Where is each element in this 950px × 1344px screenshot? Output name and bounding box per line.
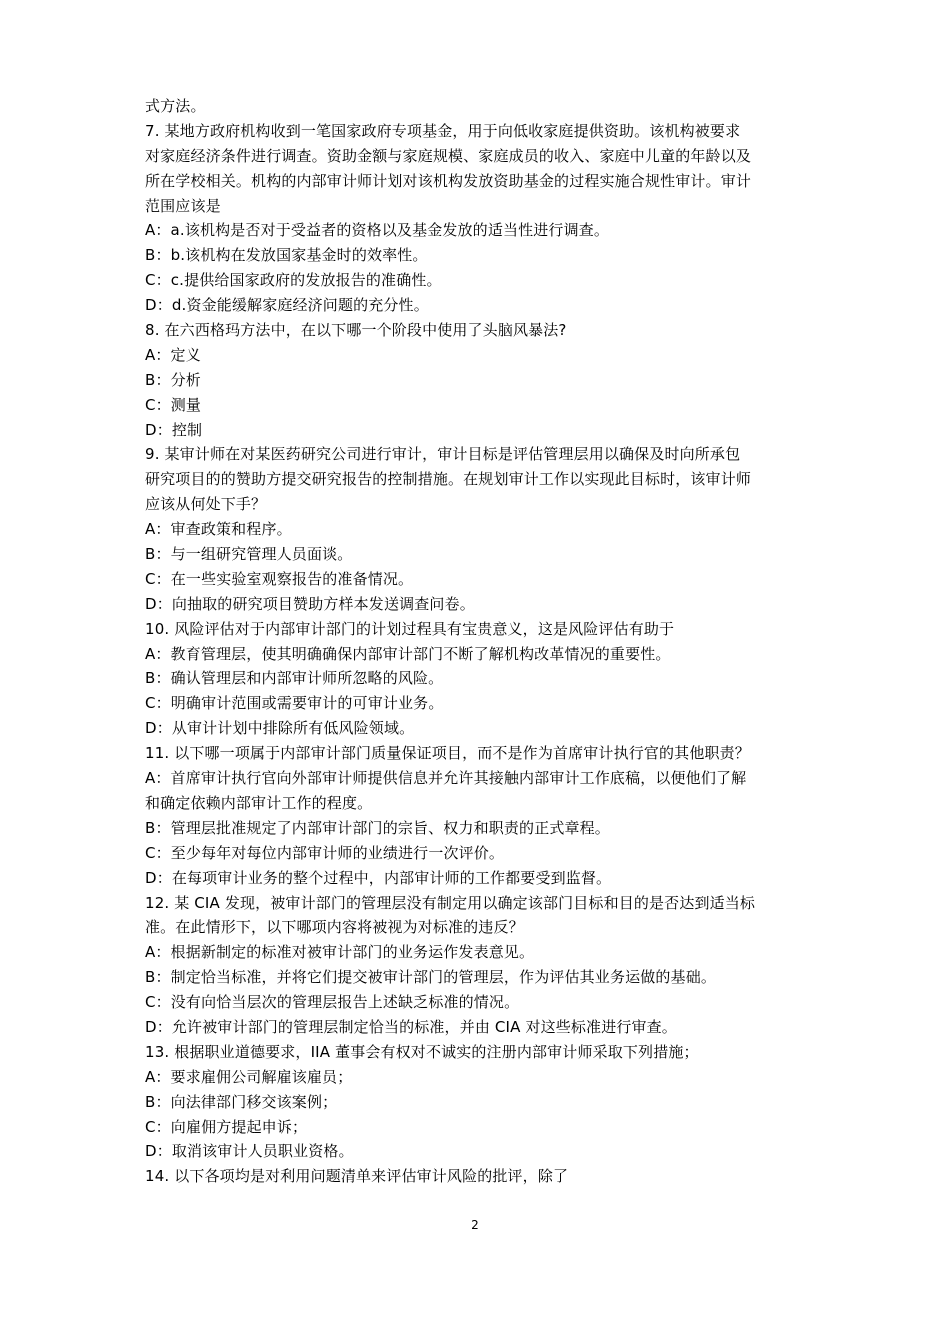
question-8-option-d: D：控制 [145,420,203,439]
text-line: 式方法。 [145,97,206,115]
question-13-option-b: B：向法律部门移交该案例； [145,1092,338,1111]
question-11-option-c: C：至少每年对每位内部审计师的业绩进行一次评价。 [145,843,505,862]
question-9-stem: 研究项目的的赞助方提交研究报告的控制措施。在规划审计工作以实现此目标时，该审计师 [145,470,752,489]
question-7-stem: 对家庭经济条件进行调查。资助金额与家庭规模、家庭成员的收入、家庭中儿童的年龄以及 [145,146,752,165]
question-7-option-c: C：c.提供给国家政府的发放报告的准确性。 [145,271,442,290]
question-12-option-a: A：根据新制定的标准对被审计部门的业务运作发表意见。 [145,943,535,962]
question-10-option-d: D：从审计计划中排除所有低风险领域。 [145,719,415,738]
question-9-option-a: A：审查政策和程序。 [145,520,292,539]
question-10-option-b: B：确认管理层和内部审计师所忽略的风险。 [145,669,444,688]
question-11-option-a: A：首席审计执行官向外部审计师提供信息并允许其接触内部审计工作底稿，以便他们了解 [145,769,747,788]
question-12-option-d: D：允许被审计部门的管理层制定恰当的标准，并由 CIA 对这些标准进行审查。 [145,1017,677,1036]
question-11-option-d: D：在每项审计业务的整个过程中，内部审计师的工作都要受到监督。 [145,868,612,887]
question-9-stem: 应该从何处下手？ [145,495,267,514]
question-8-stem: 8. 在六西格玛方法中，在以下哪一个阶段中使用了头脑风暴法? [145,321,567,340]
question-9-option-b: B：与一组研究管理人员面谈。 [145,545,353,564]
question-7-stem: 范围应该是 [145,196,221,215]
question-7-option-d: D：d.资金能缓解家庭经济问题的充分性。 [145,296,429,315]
question-9-option-c: C：在一些实验室观察报告的准备情况。 [145,569,414,588]
question-14-stem: 14. 以下各项均是对利用问题清单来评估审计风险的批评，除了 [145,1167,569,1186]
question-11-option-a: 和确定依赖内部审计工作的程度。 [145,793,373,812]
question-12-stem: 准。在此情形下，以下哪项内容将被视为对标准的违反？ [145,918,524,937]
question-9-stem: 9. 某审计师在对某医药研究公司进行审计，审计目标是评估管理层用以确保及时向所承包 [145,445,741,464]
question-11-option-b: B：管理层批准规定了内部审计部门的宗旨、权力和职责的正式章程。 [145,818,610,837]
question-10-option-a: A：教育管理层，使其明确确保内部审计部门不断了解机构改革情况的重要性。 [145,644,671,663]
question-9-option-d: D：向抽取的研究项目赞助方样本发送调查问卷。 [145,594,475,613]
question-7-option-a: A：a.该机构是否对于受益者的资格以及基金发放的适当性进行调查。 [145,221,610,240]
question-8-option-c: C：测量 [145,395,202,414]
question-13-option-d: D：取消该审计人员职业资格。 [145,1142,354,1161]
question-10-option-c: C：明确审计范围或需要审计的可审计业务。 [145,694,444,713]
document-body [145,94,817,1189]
page-number: 2 [471,1218,479,1232]
question-13-stem: 13. 根据职业道德要求，IIA 董事会有权对不诚实的注册内部审计师采取下列措施； [145,1042,699,1061]
question-10-stem: 10. 风险评估对于内部审计部门的计划过程具有宝贵意义，这是风险评估有助于 [145,619,675,638]
question-7-stem: 所在学校相关。机构的内部审计师计划对该机构发放资助基金的过程实施合规性审计。审计 [145,171,752,190]
question-7-option-b: B：b.该机构在发放国家基金时的效率性。 [145,246,428,265]
question-13-option-a: A：要求雇佣公司解雇该雇员； [145,1067,353,1086]
question-13-option-c: C：向雇佣方提起申诉； [145,1117,308,1136]
question-12-option-b: B：制定恰当标准，并将它们提交被审计部门的管理层，作为评估其业务运做的基础。 [145,968,716,987]
question-7-stem: 7. 某地方政府机构收到一笔国家政府专项基金，用于向低收家庭提供资助。该机构被要求 [145,121,741,140]
question-12-stem: 12. 某 CIA 发现，被审计部门的管理层没有制定用以确定该部门目标和目的是否达到适当标 [145,893,756,912]
question-8-option-a: A：定义 [145,345,201,364]
question-8-option-b: B：分析 [145,370,201,389]
question-11-stem: 11. 以下哪一项属于内部审计部门质量保证项目，而不是作为首席审计执行官的其他职责？ [145,744,750,763]
question-12-option-c: C：没有向恰当层次的管理层报告上述缺乏标准的情况。 [145,993,520,1012]
